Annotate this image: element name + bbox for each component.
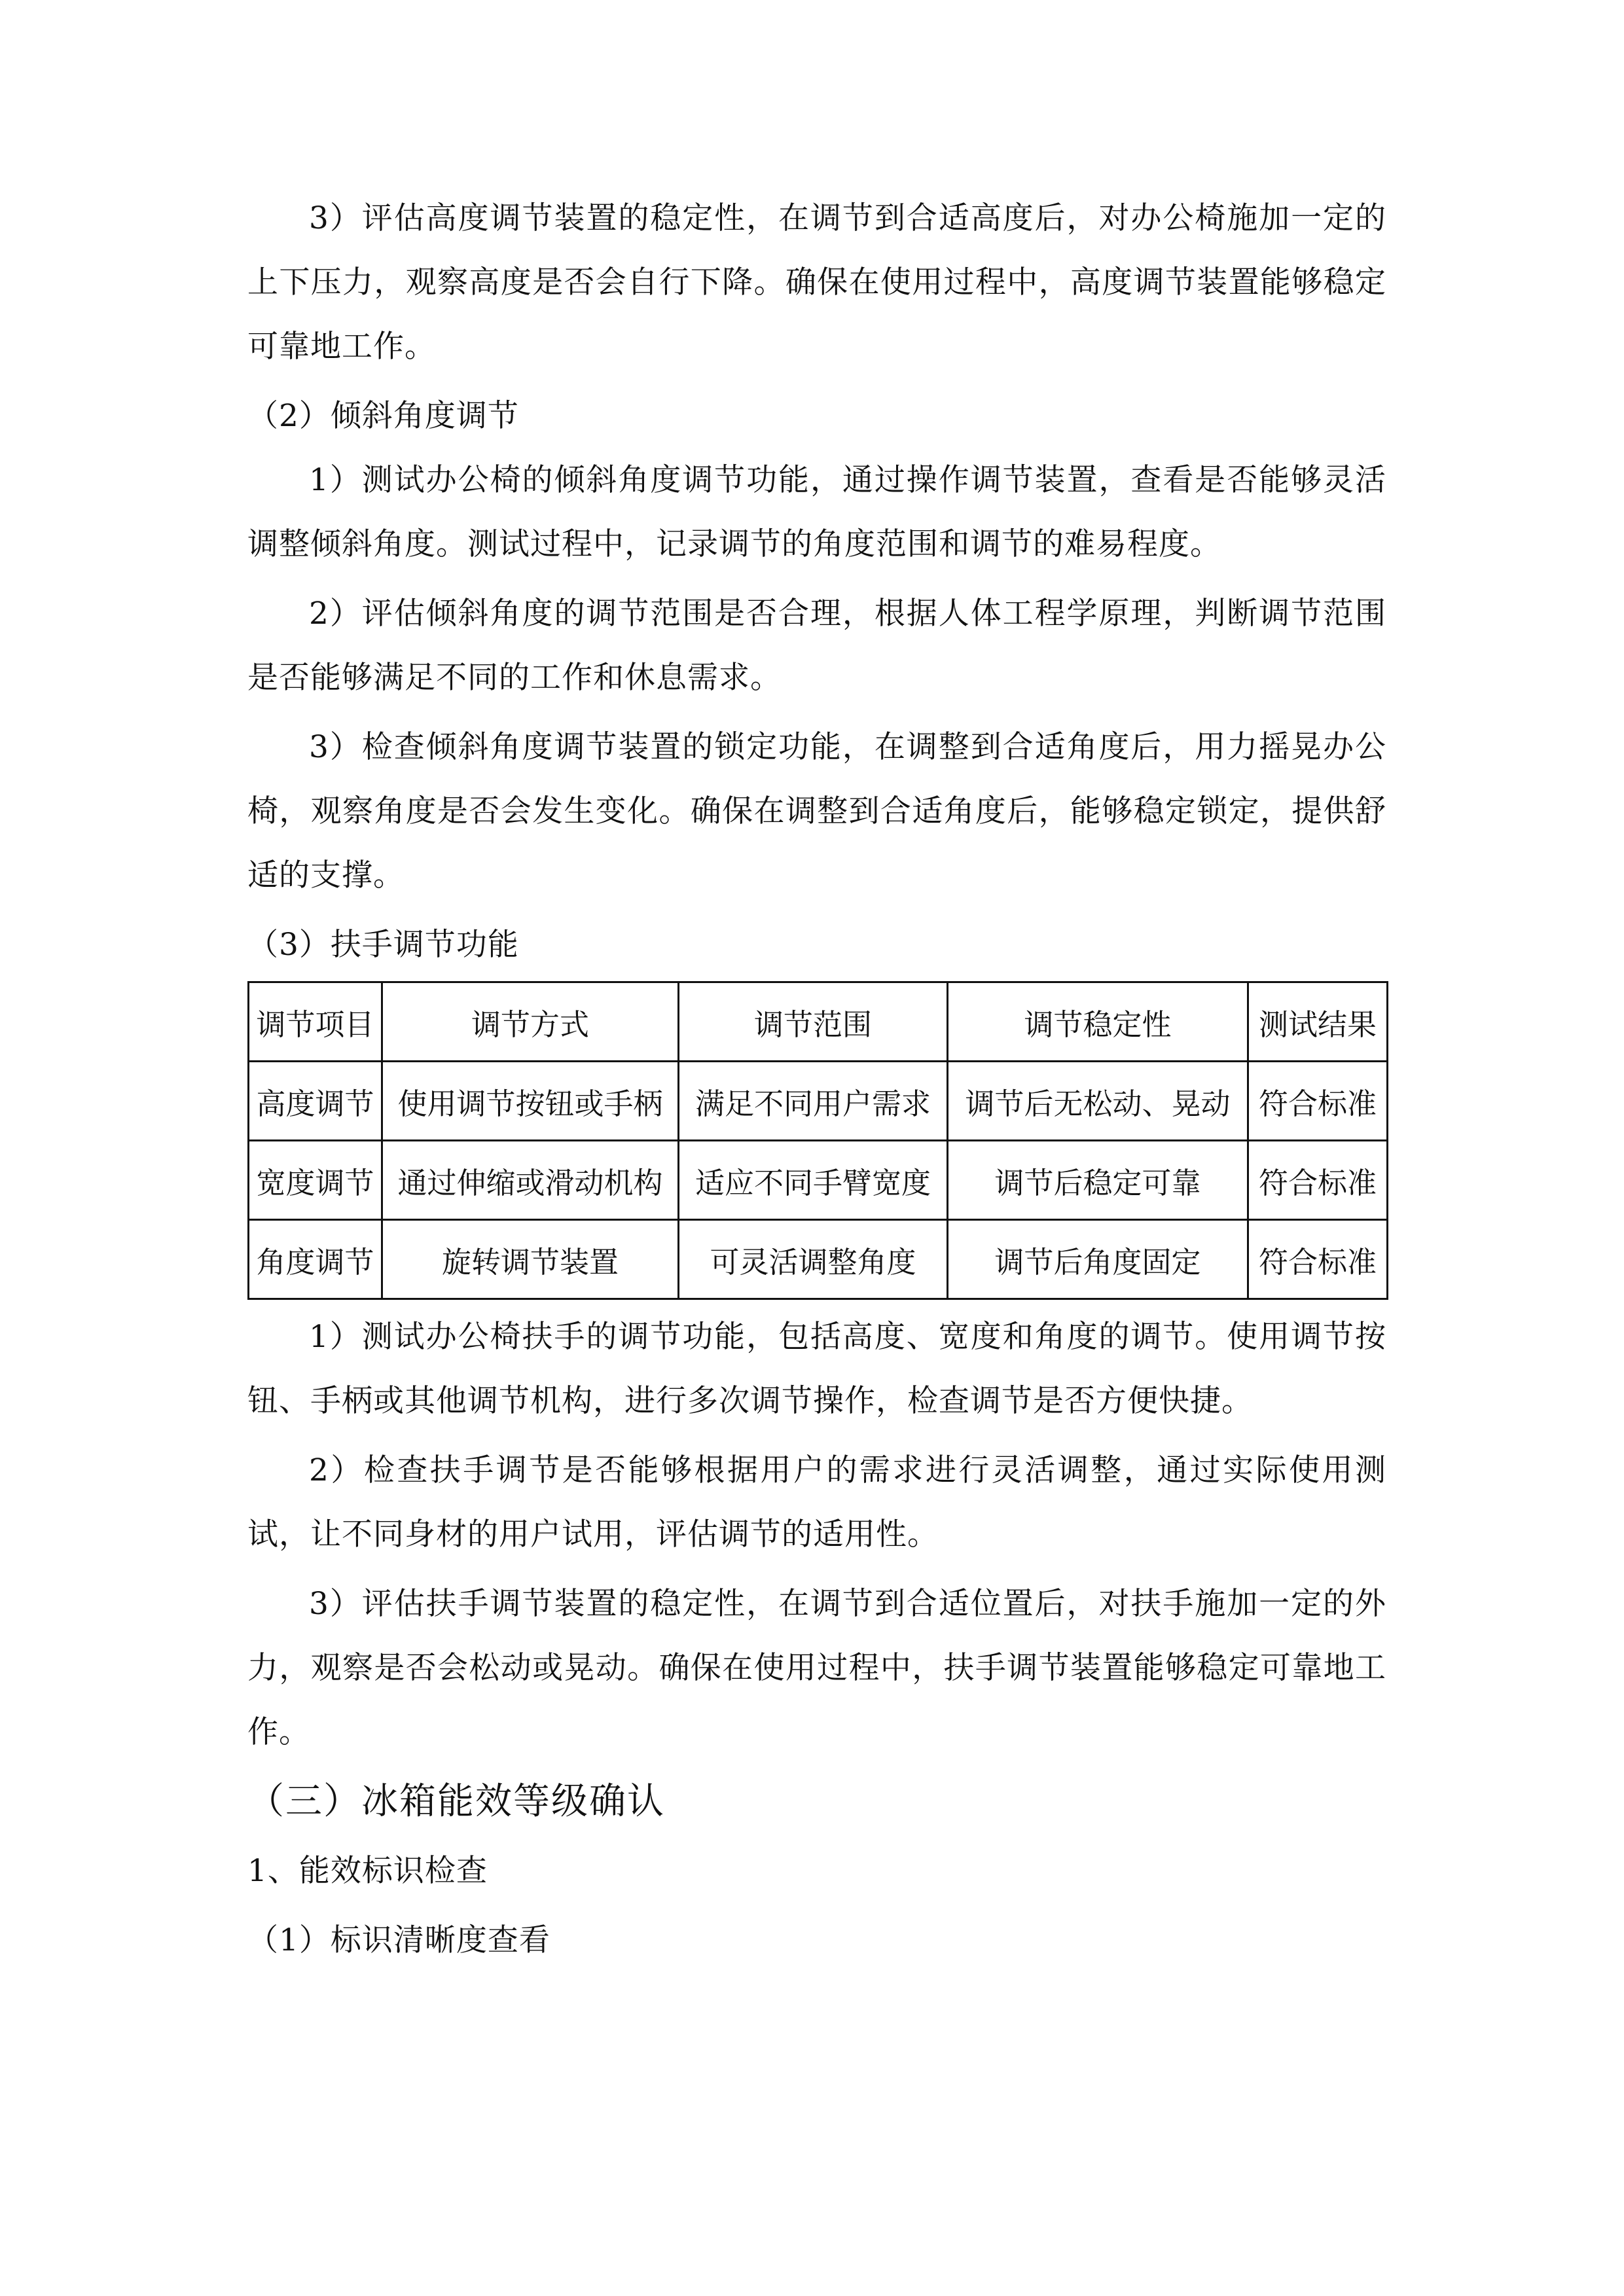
armrest-adjustment-table xyxy=(247,981,1388,1300)
table-header-row xyxy=(249,982,1388,1062)
heading-label-clarity: （1）标识清晰度查看 xyxy=(247,1922,550,1958)
table-row xyxy=(249,1141,1388,1220)
table-cell: 符合标准 xyxy=(1248,1220,1388,1299)
table-header-cell: 测试结果 xyxy=(1248,982,1388,1062)
table-cell: 宽度调节 xyxy=(249,1141,382,1220)
heading-tilt-adjustment: （2）倾斜角度调节 xyxy=(247,398,519,434)
table-cell: 旋转调节装置 xyxy=(382,1220,679,1299)
table-cell: 可灵活调整角度 xyxy=(679,1220,948,1299)
paragraph-tilt-3: 3）检查倾斜角度调节装置的锁定功能，在调整到合适角度后，用力摇晃办公椅，观察角度是否会发生变化。确保在调整到合适角度后，能够稳定锁定，提供舒适的支撑。 xyxy=(247,729,1386,893)
paragraph-tilt-1: 1）测试办公椅的倾斜角度调节功能，通过操作调节装置，查看是否能够灵活调整倾斜角度。测试过程中，记录调节的角度范围和调节的难易程度。 xyxy=(247,462,1386,562)
table-cell: 使用调节按钮或手柄 xyxy=(382,1062,679,1141)
paragraph-tilt-2: 2）评估倾斜角度的调节范围是否合理，根据人体工程学原理，判断调节范围是否能够满足不同的工作和休息需求。 xyxy=(247,596,1386,696)
paragraph-armrest-1: 1）测试办公椅扶手的调节功能，包括高度、宽度和角度的调节。使用调节按钮、手柄或其他调节机构，进行多次调节操作，检查调节是否方便快捷。 xyxy=(247,1319,1386,1419)
paragraph-armrest-2: 2）检查扶手调节是否能够根据用户的需求进行灵活调整，通过实际使用测试，让不同身材的用户试用，评估调节的适用性。 xyxy=(247,1452,1386,1552)
table-cell: 角度调节 xyxy=(249,1220,382,1299)
table-header-cell: 调节稳定性 xyxy=(948,982,1248,1062)
table-header-cell: 调节范围 xyxy=(679,982,948,1062)
table-cell: 满足不同用户需求 xyxy=(679,1062,948,1141)
table-cell: 符合标准 xyxy=(1248,1062,1388,1141)
table-cell: 符合标准 xyxy=(1248,1141,1388,1220)
table-header-cell: 调节方式 xyxy=(382,982,679,1062)
table-cell: 高度调节 xyxy=(249,1062,382,1141)
heading-armrest-adjustment: （3）扶手调节功能 xyxy=(247,927,519,963)
table-cell: 调节后稳定可靠 xyxy=(948,1141,1248,1220)
document-body xyxy=(247,187,1386,1973)
heading-energy-label-check: 1、能效标识检查 xyxy=(247,1853,488,1889)
table-cell: 通过伸缩或滑动机构 xyxy=(382,1141,679,1220)
table-row xyxy=(249,1062,1388,1141)
table-cell: 适应不同手臂宽度 xyxy=(679,1141,948,1220)
table-row xyxy=(249,1220,1388,1299)
paragraph-height-stability: 3）评估高度调节装置的稳定性，在调节到合适高度后，对办公椅施加一定的上下压力，观察高度是否会自行下降。确保在使用过程中，高度调节装置能够稳定可靠地工作。 xyxy=(247,200,1386,365)
table-cell: 调节后无松动、晃动 xyxy=(948,1062,1248,1141)
table-cell: 调节后角度固定 xyxy=(948,1220,1248,1299)
table-header-cell: 调节项目 xyxy=(249,982,382,1062)
heading-fridge-energy-rating: （三）冰箱能效等级确认 xyxy=(247,1780,665,1823)
paragraph-armrest-3: 3）评估扶手调节装置的稳定性，在调节到合适位置后，对扶手施加一定的外力，观察是否会松动或晃动。确保在使用过程中，扶手调节装置能够稳定可靠地工作。 xyxy=(247,1586,1386,1750)
